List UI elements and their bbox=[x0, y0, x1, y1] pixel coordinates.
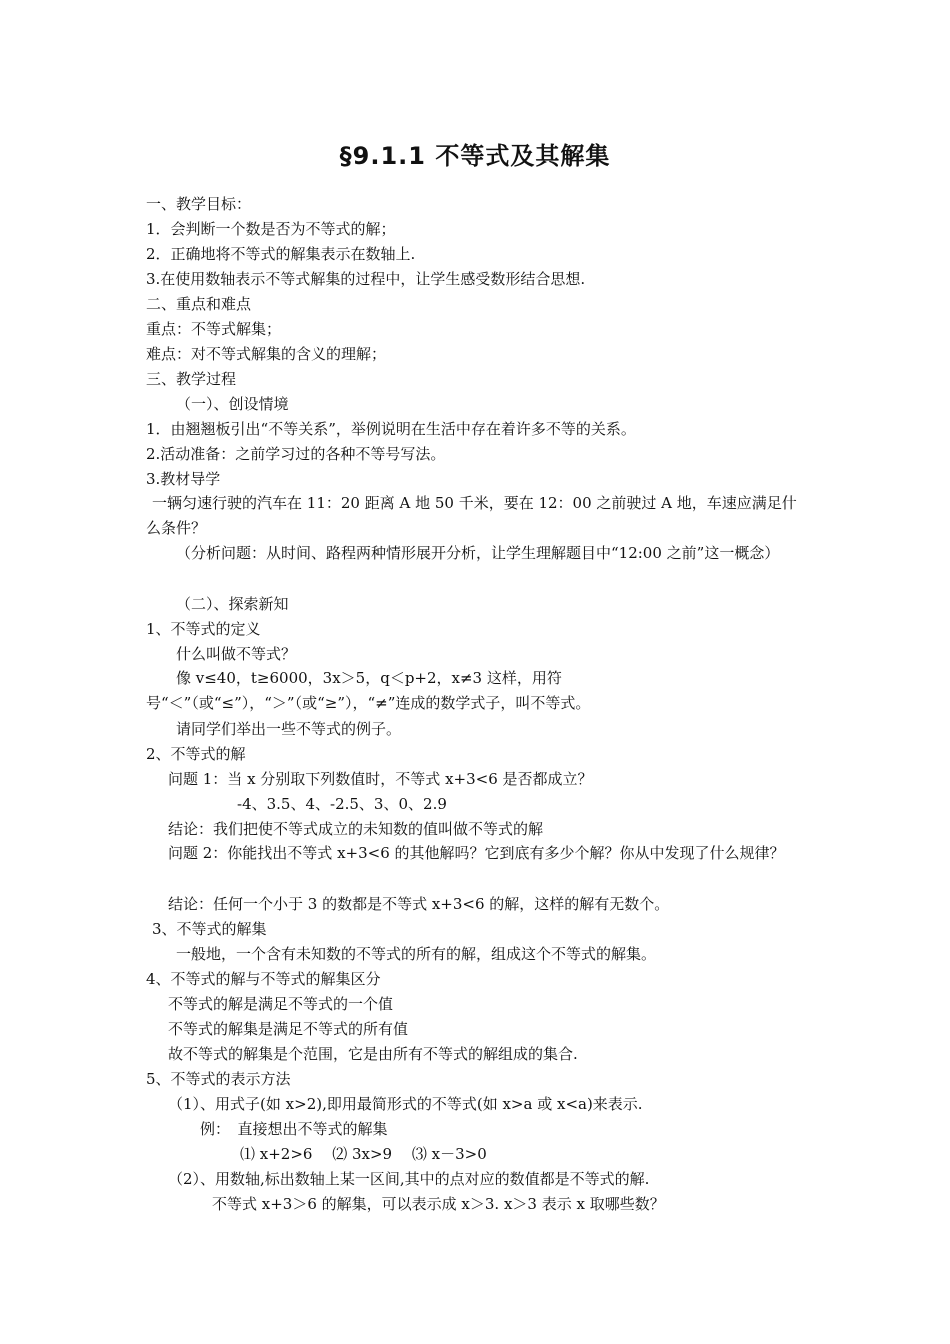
distinction-2: 不等式的解集是满足不等式的所有值 bbox=[168, 1020, 409, 1038]
number-line-question: 不等式 x+3＞6 的解集，可以表示成 x＞3. x＞3 表示 x 取哪些数？ bbox=[212, 1195, 665, 1213]
analysis-paragraph: （分析问题：从时间、路程两种情形展开分析，让学生理解题目中“12:00 之前”这一概念） bbox=[176, 544, 780, 562]
heading-representation: 5、不等式的表示方法 bbox=[146, 1070, 291, 1088]
objective-3: 3.在使用数轴表示不等式解集的过程中，让学生感受数形结合思想. bbox=[146, 270, 586, 288]
heading-solution: 2、不等式的解 bbox=[146, 745, 246, 763]
question-1: 问题 1：当 x 分别取下列数值时，不等式 x+3<6 是否都成立？ bbox=[168, 770, 593, 788]
distinction-1: 不等式的解是满足不等式的一个值 bbox=[168, 995, 394, 1013]
solution-set-definition: 一般地，一个含有未知数的不等式的所有的解，组成这个不等式的解集。 bbox=[176, 945, 657, 963]
key-point: 重点：不等式解集； bbox=[146, 320, 282, 338]
objective-2: 2．正确地将不等式的解集表示在数轴上. bbox=[146, 245, 416, 263]
representation-method-1: （1）、用式子(如 x>2),即用最简形式的不等式(如 x>a 或 x<a)来表示. bbox=[168, 1095, 643, 1113]
objective-1: 1．会判断一个数是否为不等式的解； bbox=[146, 220, 396, 238]
representation-method-2: （2）、用数轴,标出数轴上某一区间,其中的点对应的数值都是不等式的解. bbox=[168, 1170, 650, 1188]
question-what-is-inequality: 什么叫做不等式？ bbox=[176, 645, 297, 663]
example-inequalities: ⑴ x+2>6 ⑵ 3x>9 ⑶ x－3>0 bbox=[240, 1145, 487, 1163]
conclusion-2: 结论：任何一个小于 3 的数都是不等式 x+3<6 的解，这样的解有无数个。 bbox=[168, 895, 670, 913]
heading-distinction: 4、不等式的解与不等式的解集区分 bbox=[146, 970, 381, 988]
value-list: -4、3.5、4、-2.5、3、0、2.9 bbox=[237, 795, 447, 813]
process-item-3: 3.教材导学 bbox=[146, 470, 221, 488]
difficult-point: 难点：对不等式解集的含义的理解； bbox=[146, 345, 387, 363]
example-heading: 例： 直接想出不等式的解集 bbox=[200, 1120, 388, 1138]
subsection-scenario: （一）、创设情境 bbox=[176, 395, 289, 413]
subsection-explore: （二）、探索新知 bbox=[176, 595, 289, 613]
car-problem-paragraph: 一辆匀速行驶的汽车在 11：20 距离 A 地 50 千米，要在 12：00 之前驶过 A 地，车速应满足什么条件？ bbox=[146, 494, 797, 537]
heading-solution-set: 3、不等式的解集 bbox=[152, 920, 267, 938]
page-title: §9.1.1 不等式及其解集 bbox=[339, 142, 611, 170]
section-heading-key-points: 二、重点和难点 bbox=[146, 295, 252, 313]
question-2-paragraph: 问题 2：你能找出不等式 x+3<6 的其他解吗？它到底有多少个解？你从中发现了什么规律？ bbox=[168, 844, 785, 862]
distinction-3: 故不等式的解集是个范围，它是由所有不等式的解组成的集合. bbox=[168, 1045, 578, 1063]
definition-paragraph: 像 v≤40，t≥6000，3x＞5，q＜p+2，x≠3 这样，用符号“＜”（或“≤”），“＞”（或“≥”），“≠”连成的数学式子，叫不等式。 bbox=[146, 669, 591, 712]
section-heading-process: 三、教学过程 bbox=[146, 370, 237, 388]
prompt-examples: 请同学们举出一些不等式的例子。 bbox=[176, 720, 402, 738]
process-item-1: 1．由翘翘板引出“不等关系”，举例说明在生活中存在着许多不等的关系。 bbox=[146, 420, 636, 438]
process-item-2: 2.活动准备：之前学习过的各种不等号写法。 bbox=[146, 445, 446, 463]
section-heading-objectives: 一、教学目标： bbox=[146, 195, 252, 213]
heading-definition: 1、不等式的定义 bbox=[146, 620, 261, 638]
conclusion-1: 结论：我们把使不等式成立的未知数的值叫做不等式的解 bbox=[168, 820, 544, 838]
